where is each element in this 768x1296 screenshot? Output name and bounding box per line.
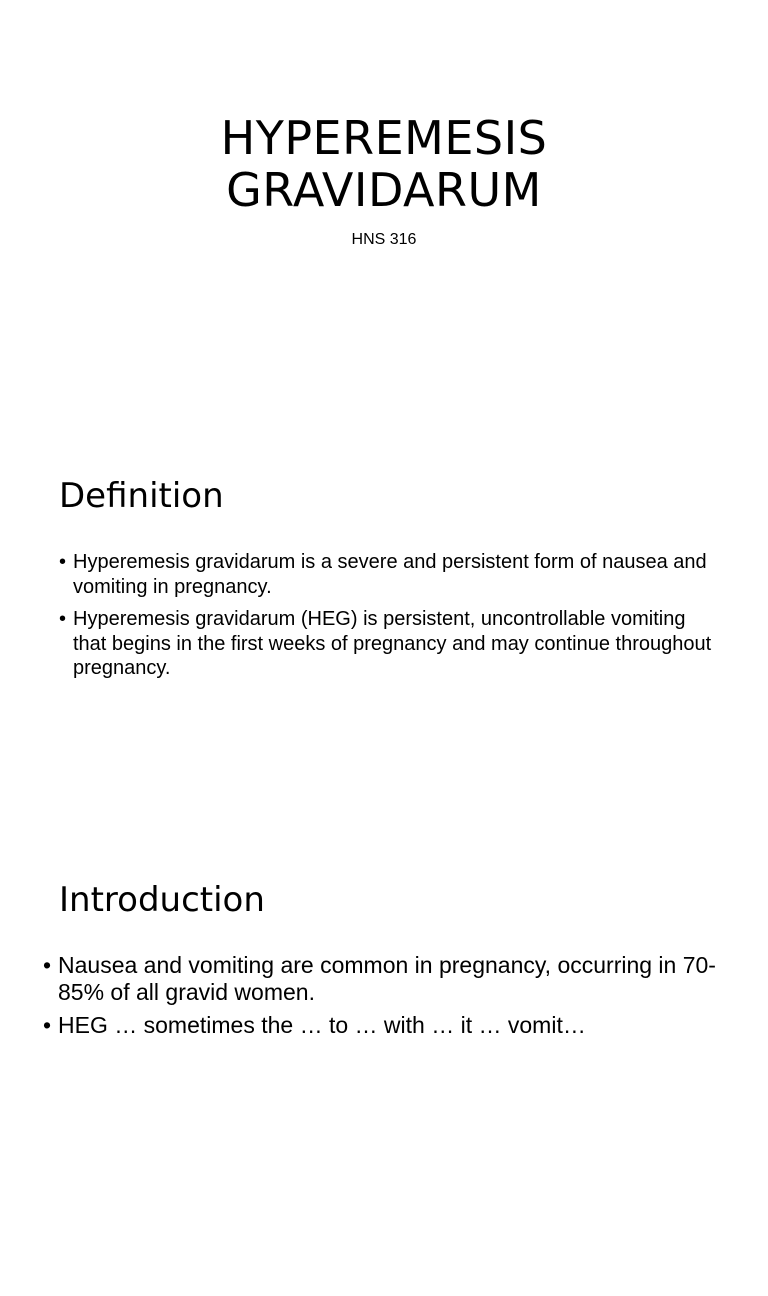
list-item <box>59 550 719 599</box>
bullet-text: HEG … sometimes the … to … with … it … vomit… <box>58 1012 586 1038</box>
presentation-title <box>0 112 768 216</box>
course-code-subtitle: HNS 316 <box>351 231 417 248</box>
list-item <box>43 1012 733 1039</box>
title-line-2: GRAVIDARUM <box>226 163 542 217</box>
introduction-slide <box>0 864 768 1296</box>
list-item <box>43 952 733 1006</box>
bullet-text: Nausea and vomiting are common in pregnancy, occurring in 70-85% of all gravid women. <box>58 952 716 1005</box>
introduction-bullet-list <box>43 952 733 1045</box>
title-line-1: HYPEREMESIS <box>220 111 548 165</box>
bullet-icon: • <box>43 1012 52 1038</box>
definition-slide <box>0 432 768 864</box>
bullet-icon: • <box>59 608 67 630</box>
definition-heading: Definition <box>59 476 224 516</box>
bullet-text: Hyperemesis gravidarum (HEG) is persistent, uncontrollable vomiting that begins in the first weeks of pregnancy and may continue throughout pregnancy. <box>73 608 712 679</box>
bullet-icon: • <box>59 551 67 573</box>
bullet-icon: • <box>43 952 52 978</box>
introduction-heading: Introduction <box>59 880 265 920</box>
list-item <box>59 607 719 681</box>
title-slide <box>0 0 768 432</box>
definition-bullet-list <box>59 550 719 689</box>
bullet-text: Hyperemesis gravidarum is a severe and persistent form of nausea and vomiting in pregnancy. <box>73 551 707 598</box>
